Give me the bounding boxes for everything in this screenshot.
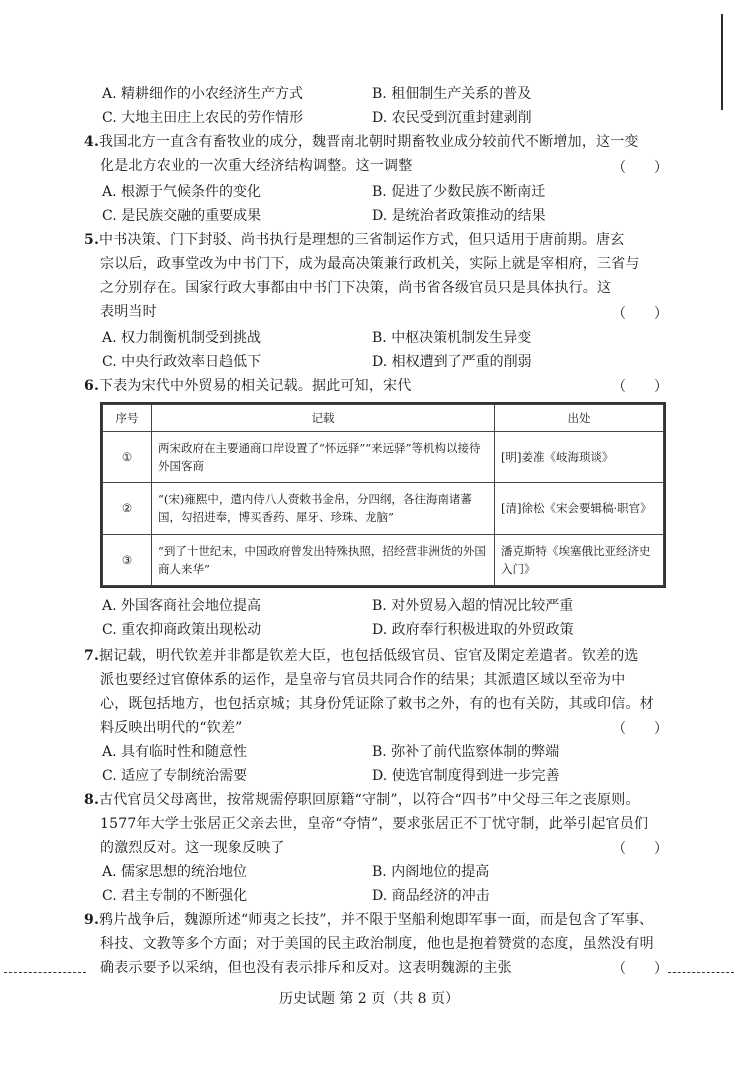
question-text: 派也要经过官僚体系的运作，是皇帝与官员共同合作的结果；其派遣区域以至帝为中: [100, 672, 626, 688]
table-cell: [明]姜准《岐海琐谈》: [495, 432, 664, 483]
question-text: 宗以后，政事堂改为中书门下，成为最高决策兼行政机关，实际上就是宰相府，三省与: [100, 256, 640, 272]
table-header: 出处: [495, 405, 664, 432]
q4-option-c: C. 是民族交融的重要成果: [102, 208, 262, 224]
table-header: 序号: [103, 405, 152, 432]
q8-option-c: C. 君主专制的不断强化: [102, 888, 248, 904]
q8-option-d: D. 商品经济的冲击: [372, 888, 490, 904]
question-text: 据记载，明代钦差并非都是钦差大臣，也包括低级官员、宦官及閑定差遣者。钦差的选: [99, 648, 639, 664]
table-cell: “(宋)雍熙中，遣内侍八人赍敕书金帛，分四纲，各往海南诸蕃国，勾招进奉，博买香药、犀牙、珍珠、龙脑”: [152, 483, 495, 534]
table-header: 记载: [152, 405, 495, 432]
q3-option-c: C. 大地主田庄上农民的劳作情形: [102, 110, 304, 126]
binding-edge-line: [721, 14, 723, 110]
question-text: 鸦片战争后，魏源所述“师夷之长技”，并不限于坚船利炮即军事一面，而是包含了军事、: [99, 912, 654, 928]
q3-option-d: D. 农民受到沉重封建剥削: [372, 110, 532, 126]
q6-option-b: B. 对外贸易入超的情况比较严重: [372, 598, 574, 614]
question-number: 9.: [84, 912, 100, 928]
q6-option-c: C. 重农抑商政策出现松动: [102, 622, 262, 638]
q7-option-d: D. 使选官制度得到进一步完善: [372, 768, 560, 784]
question-4: [84, 130, 674, 178]
question-number: 4.: [84, 134, 100, 150]
question-text: 中书决策、门下封驳、尚书执行是理想的三省制运作方式，但只适用于唐前期。唐玄: [99, 232, 625, 248]
q6-option-d: D. 政府奉行积极进取的外贸政策: [372, 622, 574, 638]
question-text: 料反映出明代的“钦差”: [100, 720, 243, 736]
table-cell: “到了十世纪末，中国政府曾发出特殊执照，招经营非洲货的外国商人来华”: [152, 534, 495, 585]
question-9: [84, 908, 674, 980]
table-cell: 两宋政府在主要通商口岸设置了“怀远驿”“来远驿”等机构以接待外国客商: [152, 432, 495, 483]
answer-paren: （ ）: [612, 306, 668, 322]
question-text: 下表为宋代中外贸易的相关记载。据此可知，宋代: [99, 378, 412, 394]
q8-option-b: B. 内阁地位的提高: [372, 864, 490, 880]
table-row: [103, 432, 664, 483]
answer-paren: （ ）: [612, 841, 668, 857]
q3-option-b: B. 租佃制生产关系的普及: [372, 86, 532, 102]
question-5: [84, 228, 674, 324]
answer-paren: （ ）: [612, 721, 668, 737]
table-cell: 潘克斯特《埃塞俄比亚经济史入门》: [495, 534, 664, 585]
trade-records-table: [100, 402, 666, 588]
question-text: 科技、文教等多个方面；对于美国的民主政治制度，他也是抱着赞赏的态度，虽然没有明: [100, 936, 654, 952]
table-cell: ③: [103, 534, 152, 585]
table-header-row: [103, 405, 664, 432]
q5-option-c: C. 中央行政效率日趋低下: [102, 354, 262, 370]
q5-option-b: B. 中枢决策机制发生异变: [372, 330, 532, 346]
question-text: 1577年大学士张居正父亲去世，皇帝“夺情”，要求张居正不丁忧守制，此举引起官员们: [100, 816, 649, 832]
q4-option-b: B. 促进了少数民族不断南迁: [372, 184, 546, 200]
q5-option-a: A. 权力制衡机制受到挑战: [102, 330, 262, 346]
answer-paren: （ ）: [612, 379, 668, 395]
q7-option-b: B. 弥补了前代监察体制的弊端: [372, 744, 560, 760]
q5-option-d: D. 相权遭到了严重的削弱: [372, 354, 532, 370]
q4-option-d: D. 是统治者政策推动的结果: [372, 208, 546, 224]
question-8: [84, 788, 674, 860]
page-footer: 历史试题 第 2 页（共 8 页）: [278, 991, 460, 1007]
answer-paren: （ ）: [612, 160, 668, 176]
q4-option-a: A. 根源于气候条件的变化: [102, 184, 262, 200]
table-cell: ①: [103, 432, 152, 483]
question-7: [84, 644, 674, 740]
cut-line-right: [668, 972, 734, 973]
cut-line-left: [4, 972, 86, 973]
question-text: 确表示要予以采纳，但也没有表示排斥和反对。这表明魏源的主张: [100, 960, 512, 976]
question-text: 古代官员父母离世，按常规需停职回原籍“守制”，以符合“四书”中父母三年之丧原则。: [99, 792, 640, 808]
answer-paren: （ ）: [612, 961, 668, 977]
question-text: 化是北方农业的一次重大经济结构调整。这一调整: [100, 158, 413, 174]
question-text: 心，既包括地方，也包括京城；其身份凭证除了敕书之外，有的也有关防，其或印信。材: [100, 696, 654, 712]
table-row: [103, 534, 664, 585]
q6-option-a: A. 外国客商社会地位提高: [102, 598, 262, 614]
question-6: [84, 374, 674, 398]
q7-option-c: C. 适应了专制统治需要: [102, 768, 248, 784]
question-text: 表明当时: [100, 304, 157, 320]
question-number: 5.: [84, 232, 100, 248]
q7-option-a: A. 具有临时性和随意性: [102, 744, 248, 760]
question-text: 我国北方一直含有畜牧业的成分，魏晋南北朝时期畜牧业成分较前代不断增加，这一变: [99, 134, 639, 150]
q3-option-a: A. 精耕细作的小农经济生产方式: [102, 86, 304, 102]
question-number: 8.: [84, 792, 100, 808]
question-text: 之分别存在。国家行政大事都由中书门下决策，尚书省各级官员只是具体执行。这: [100, 280, 612, 296]
question-text: 的激烈反对。这一现象反映了: [100, 840, 285, 856]
table-row: [103, 483, 664, 534]
table-cell: [清]徐松《宋会要辑稿·职官》: [495, 483, 664, 534]
question-number: 7.: [84, 648, 100, 664]
q8-option-a: A. 儒家思想的统治地位: [102, 864, 248, 880]
question-number: 6.: [84, 378, 100, 394]
table-cell: ②: [103, 483, 152, 534]
